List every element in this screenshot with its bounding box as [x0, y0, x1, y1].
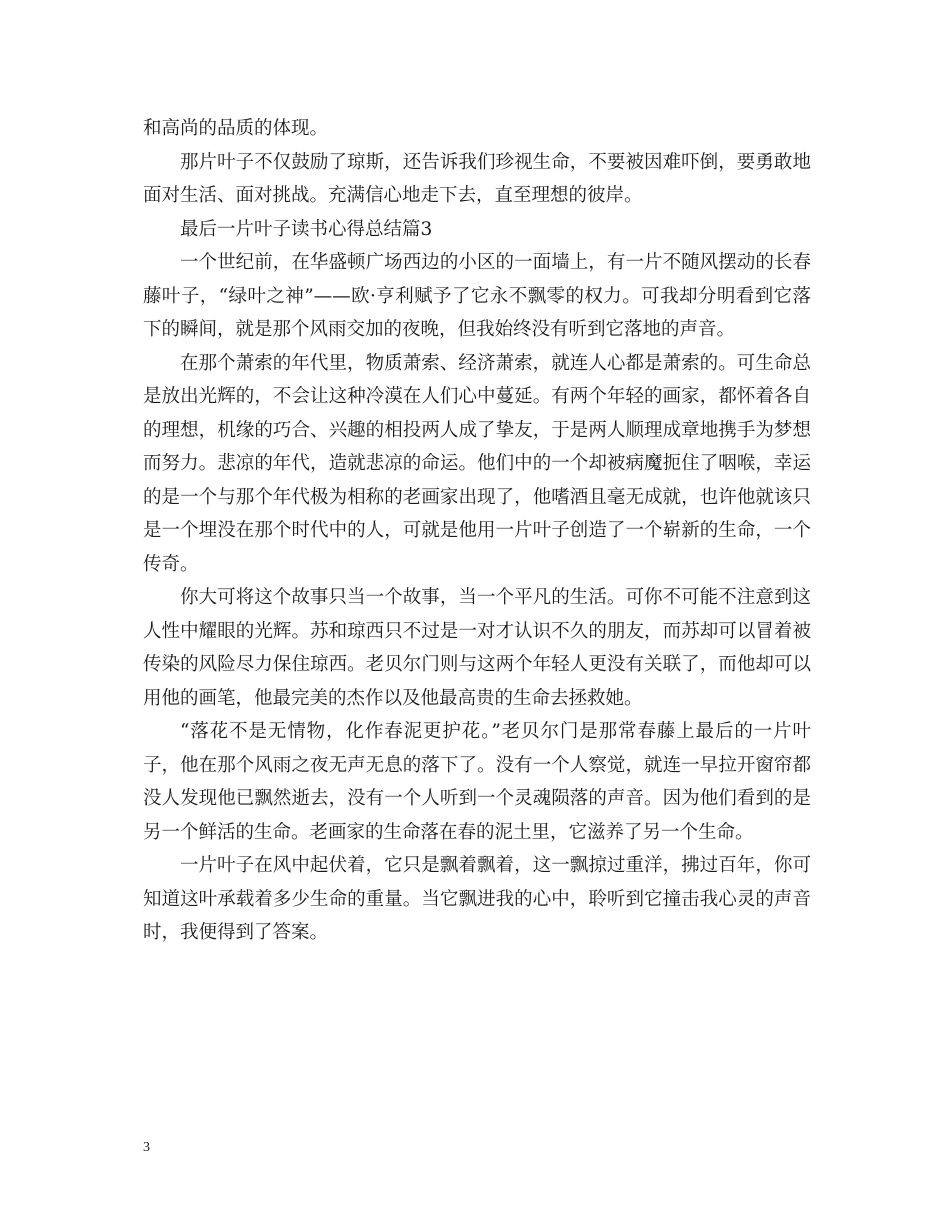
- paragraph-continuation: 和高尚的品质的体现。: [143, 118, 329, 139]
- paragraph: 一个世纪前，在华盛顿广场西边的小区的一面墙上，有一片不随风摆动的长春藤叶子，“绿叶之神”——欧·亨利赋予了它永不飘零的权力。可我却分明看到它落下的瞬间，就是那个风雨交加的夜晚，但我始终没有听到它落地的声音。: [143, 252, 811, 340]
- page-number: 3: [143, 1140, 150, 1155]
- section-heading: 最后一片叶子读书心得总结篇3: [180, 218, 433, 240]
- document-body: [143, 112, 811, 950]
- paragraph: 一片叶子在风中起伏着，它只是飘着飘着，这一飘掠过重洋，拂过百年，你可知道这叶承载着多少生命的重量。当它飘进我的心中，聆听到它撞击我心灵的声音时，我便得到了答案。: [143, 855, 811, 943]
- paragraph: “落花不是无情物，化作春泥更护花。”老贝尔门是那常春藤上最后的一片叶子，他在那个风雨之夜无声无息的落下了。没有一个人察觉，就连一早拉开窗帘都没人发现他已飘然逝去，没有一个人听到一个灵魂陨落的声音。因为他们看到的是另一个鲜活的生命。老画家的生命落在春的泥土里，它滋养了另一个生命。: [143, 721, 811, 843]
- paragraph: 你大可将这个故事只当一个故事，当一个平凡的生活。可你不可能不注意到这人性中耀眼的光辉。苏和琼西只不过是一对才认识不久的朋友，而苏却可以冒着被传染的风险尽力保住琼西。老贝尔门则与这两个年轻人更没有关联了，而他却可以用他的画笔，他最完美的杰作以及他最高贵的生命去拯救她。: [143, 587, 811, 709]
- paragraph: 在那个萧索的年代里，物质萧索、经济萧索，就连人心都是萧索的。可生命总是放出光辉的，不会让这种冷漠在人们心中蔓延。有两个年轻的画家，都怀着各自的理想，机缘的巧合、兴趣的相投两人成了挚友，于是两人顺理成章地携手为梦想而努力。悲凉的年代，造就悲凉的命运。他们中的一个却被病魔扼住了咽喉，幸运的是一个与那个年代极为相称的老画家出现了，他嗜酒且毫无成就，也许他就该只是一个埋没在那个时代中的人，可就是他用一片叶子创造了一个崭新的生命，一个传奇。: [143, 352, 811, 575]
- paragraph: 那片叶子不仅鼓励了琼斯，还告诉我们珍视生命，不要被因难吓倒，要勇敢地面对生活、面对挑战。充满信心地走下去，直至理想的彼岸。: [143, 151, 811, 206]
